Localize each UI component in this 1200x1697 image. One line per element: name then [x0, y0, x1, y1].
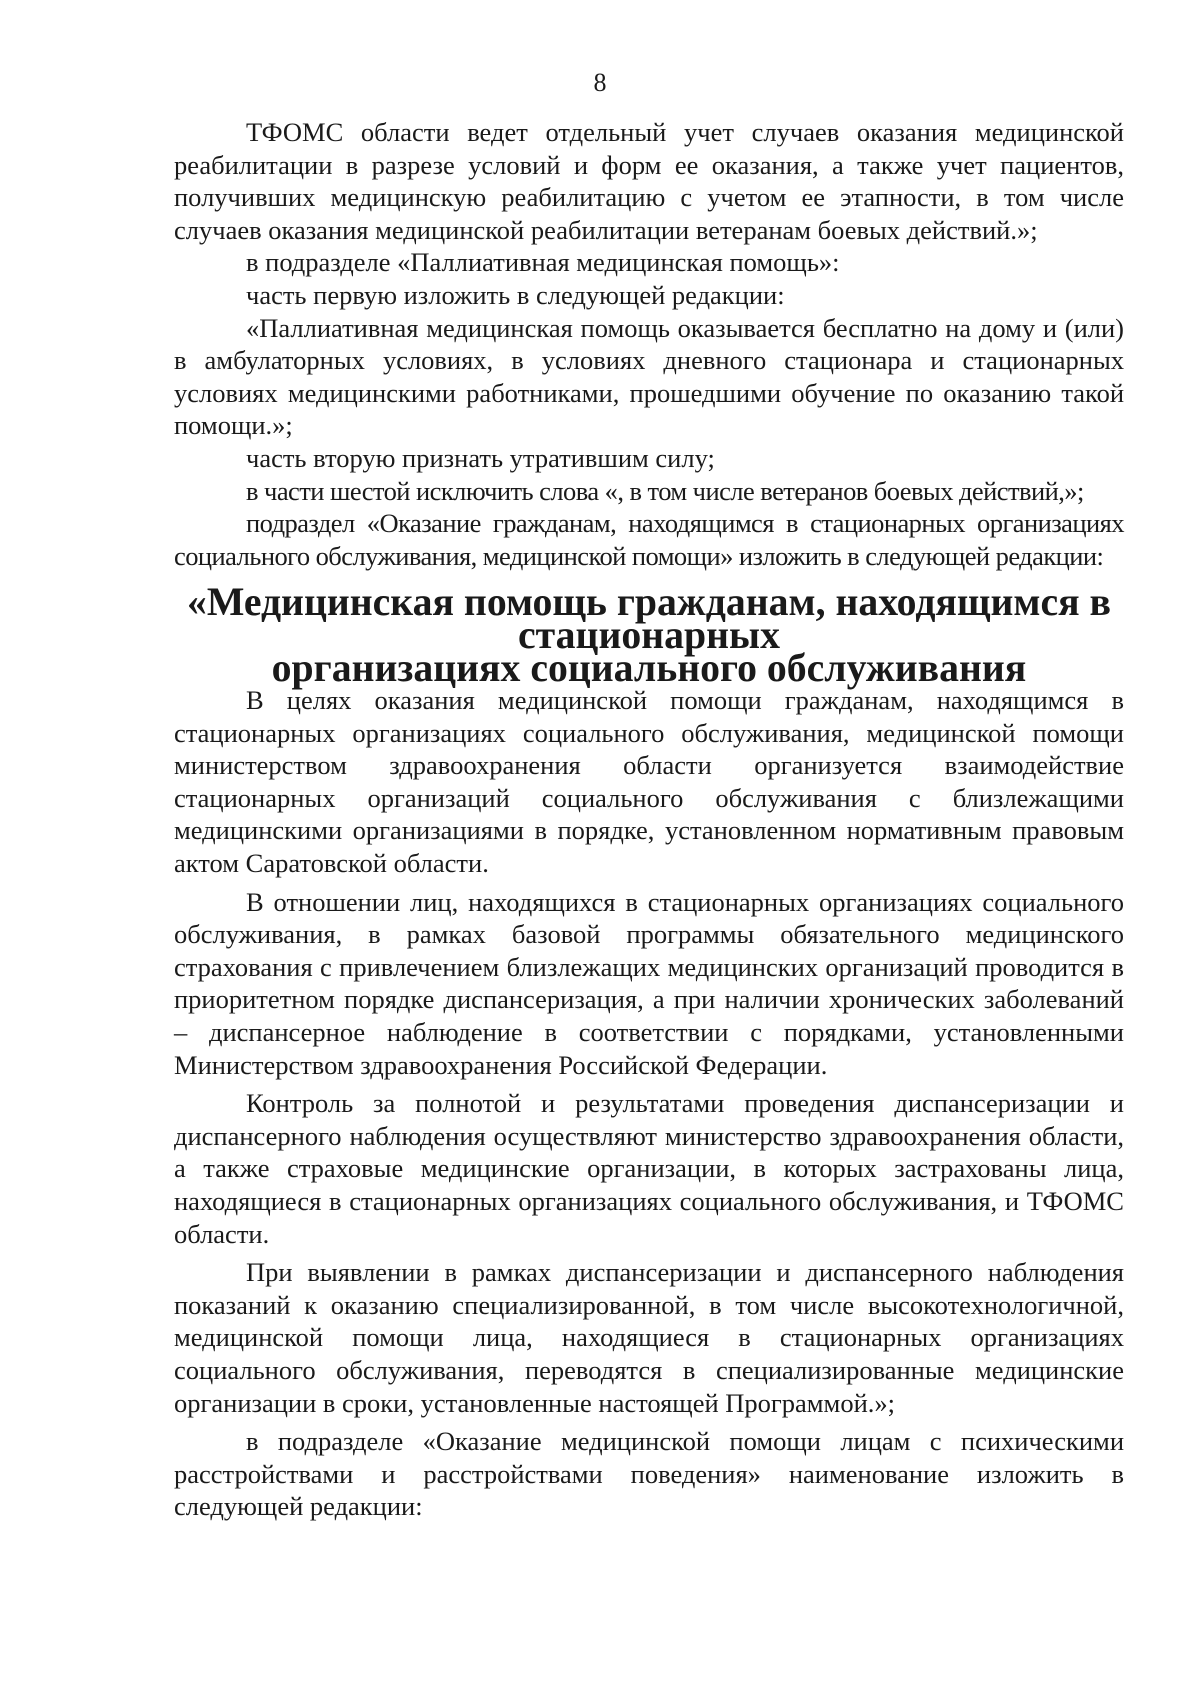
- paragraph-dispensary-examination: В отношении лиц, находящихся в стационарных организациях социального обслуживания, в рамках базовой программы обязательного медицинского страхования с привлечением близлежащих медицинских организаций проводится в приоритетном порядке диспансеризация, а при наличии хронических заболеваний – диспансерное наблюдение в соответствии с порядками, установленными Министерством здравоохранения Российской Федерации.: [174, 886, 1124, 1080]
- paragraph-tfoms-rehabilitation: ТФОМС области ведет отдельный учет случаев оказания медицинской реабилитации в разрезе условий и форм ее оказания, а также учет пациентов, получивших медицинскую реабилитацию с учетом ее этапности, в том числе случаев оказания медицинской реабилитации ветеранам боевых действий.»;: [174, 117, 1124, 245]
- paragraph-interaction-organizations: В целях оказания медицинской помощи гражданам, находящимся в стационарных организациях социального обслуживания, медицинской помощи министерством здравоохранения области организуется взаимодействие стационарных организаций социального обслуживания с близлежащими медицинскими организациями в порядке, установленном нормативным правовым актом Саратовской области.: [174, 685, 1124, 879]
- section-heading-line-2: организациях социального обслуживания: [271, 645, 1027, 690]
- paragraph-subsection-social-service: подраздел «Оказание гражданам, находящимся в стационарных организациях социального обслуживания, медицинской помощи» изложить в следующей редакции:: [174, 508, 1124, 571]
- paragraph-palliative-subsection: в подразделе «Паллиативная медицинская помощь»:: [246, 247, 840, 278]
- document-body: [174, 116, 1124, 1523]
- paragraph-palliative-care-text: «Паллиативная медицинская помощь оказывается бесплатно на дому и (или) в амбулаторных условиях, в условиях дневного стационара и стационарных условиях медицинскими работниками, прошедшими обучение по оказанию такой помощи.»;: [174, 312, 1124, 441]
- paragraph-part-two-void: часть вторую признать утратившим силу;: [246, 442, 715, 473]
- section-heading-line-1: «Медицинская помощь гражданам, находящимся в стационарных: [186, 580, 1112, 657]
- section-heading: [174, 580, 1124, 690]
- paragraph-part-six-exclude: в части шестой исключить слова «, в том числе ветеранов боевых действий,»;: [246, 475, 1084, 506]
- paragraph-control-dispensary: Контроль за полнотой и результатами проведения диспансеризации и диспансерного наблюдения осуществляют министерство здравоохранения области, а также страховые медицинские организации, в которых застрахованы лица, находящиеся в стационарных организациях социального обслуживания, и ТФОМС области.: [174, 1088, 1124, 1249]
- paragraph-psychiatric-subsection: в подразделе «Оказание медицинской помощи лицам с психическими расстройствами и расстройствами поведения» наименование изложить в следующей редакции:: [174, 1426, 1124, 1522]
- paragraph-specialized-transfer: При выявлении в рамках диспансеризации и диспансерного наблюдения показаний к оказанию специализированной, в том числе высокотехнологичной, медицинской помощи лица, находящиеся в стационарных организациях социального обслуживания, переводятся в специализированные медицинские организации в сроки, установленные настоящей Программой.»;: [174, 1257, 1124, 1418]
- page-number: 8: [593, 68, 607, 97]
- paragraph-part-one-edit: часть первую изложить в следующей редакции:: [246, 279, 785, 310]
